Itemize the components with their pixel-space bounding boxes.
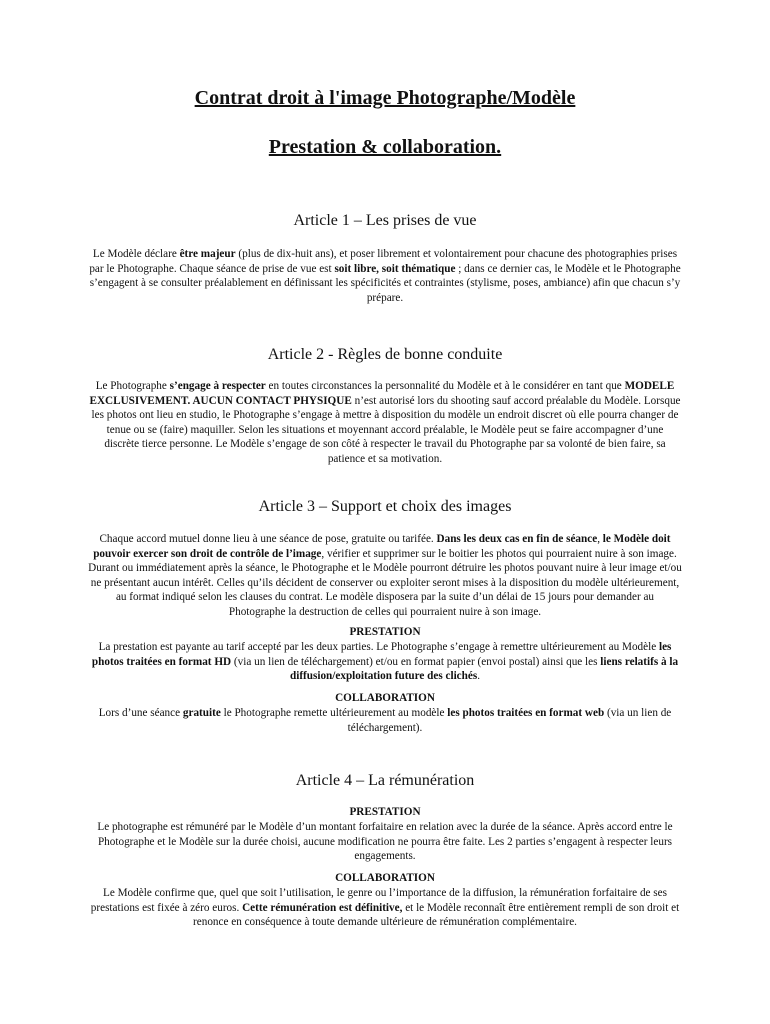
document-title: Contrat droit à l'image Photographe/Modèle	[194, 87, 576, 109]
article-4-prestation-heading: PRESTATION	[349, 806, 421, 818]
article-2-text: Le Photographe s’engage à respecter en toutes circonstances la personnalité du Modèle et à le considérer en tant que MODELE EXCLUSIVEMENT. AUCUN CONTACT PHYSIQUE n’est autorisé lors du shooting sauf accord préalable du Modèle. Lorsque les photos ont lieu en studio, le Photographe s’engage à mettre à disposition du modèle un endroit discret où elle pourra changer de tenue ou se (faire) maquiller. Selon les situations et moyennant accord préalable, le Modèle peut se faire accompagner d’une discrète tierce personne. Le Modèle s’engage de son côté à respecter le travail du Photographe par sa volonté de bien faire, sa patience et sa motivation.	[89, 380, 681, 465]
article-3-collaboration-heading: COLLABORATION	[335, 692, 435, 704]
article-3-text: Chaque accord mutuel donne lieu à une séance de pose, gratuite ou tarifée. Dans les deux cas en fin de séance, le Modèle doit pouvoir exercer son droit de contrôle de l’image, vérifier et supprimer sur le boitier les photos qui pourraient nuire à son image. Durant ou immédiatement après la séance, le Photographe et le Modèle pourront détruire les photos pouvant nuire à leur image et/ou ne présentant aucun intérêt. Celles qu’ils décident de conserver ou exploiter seront mises à la disposition du modèle ultérieurement, au format indiqué selon les clauses du contrat. Le modèle disposera par la suite d’un délai de 15 jours pour demander au Photographe la destruction de celles qui pourraient nuire à son image.	[88, 533, 682, 618]
article-2-heading: Article 2 - Règles de bonne conduite	[267, 346, 503, 363]
article-4-heading: Article 4 – La rémunération	[295, 772, 475, 789]
article-3-heading: Article 3 – Support et choix des images	[258, 498, 512, 515]
document-subtitle: Prestation & collaboration.	[268, 136, 502, 158]
article-4-collaboration-heading: COLLABORATION	[335, 872, 435, 884]
article-4-collaboration-text: Le Modèle confirme que, quel que soit l’utilisation, le genre ou l’importance de la diffusion, la rémunération forfaitaire de ses prestations est fixée à zéro euros. Cette rémunération est définitive, et le Modèle reconnaît être entièrement rempli de son droit et renonce en conséquence à toute demande ultérieure de rémunération complémentaire.	[90, 887, 680, 929]
article-3-prestation-heading: PRESTATION	[349, 626, 421, 638]
article-3-prestation-text: La prestation est payante au tarif accepté par les deux parties. Le Photographe s’engage à remettre ultérieurement au Modèle les photos traitées en format HD (via un lien de téléchargement) et/ou en format papier (envoi postal) ainsi que les liens relatifs à la diffusion/exploitation future des clichés.	[91, 641, 679, 683]
article-1-text: Le Modèle déclare être majeur (plus de dix-huit ans), et poser librement et volontairement pour chacune des photographies prises par le Photographe. Chaque séance de prise de vue est soit libre, soit thématique ; dans ce dernier cas, le Modèle et le Photographe s’engagent à se consulter préalablement en définissant les spécificités et contraintes (stylisme, poses, ambiance) afin que chacun s’y prépare.	[89, 248, 681, 304]
article-1-heading: Article 1 – Les prises de vue	[293, 212, 477, 229]
article-3-collaboration-text: Lors d’une séance gratuite le Photographe remette ultérieurement au modèle les photos traitées en format web (via un lien de téléchargement).	[98, 707, 672, 734]
article-4-prestation-text: Le photographe est rémunéré par le Modèle d’un montant forfaitaire en relation avec la durée de la séance. Après accord entre le Photographe et le Modèle sur la durée choisi, aucune modification ne pourra être faite. Les 2 parties s’engagent à respecter leurs engagements.	[97, 821, 673, 863]
